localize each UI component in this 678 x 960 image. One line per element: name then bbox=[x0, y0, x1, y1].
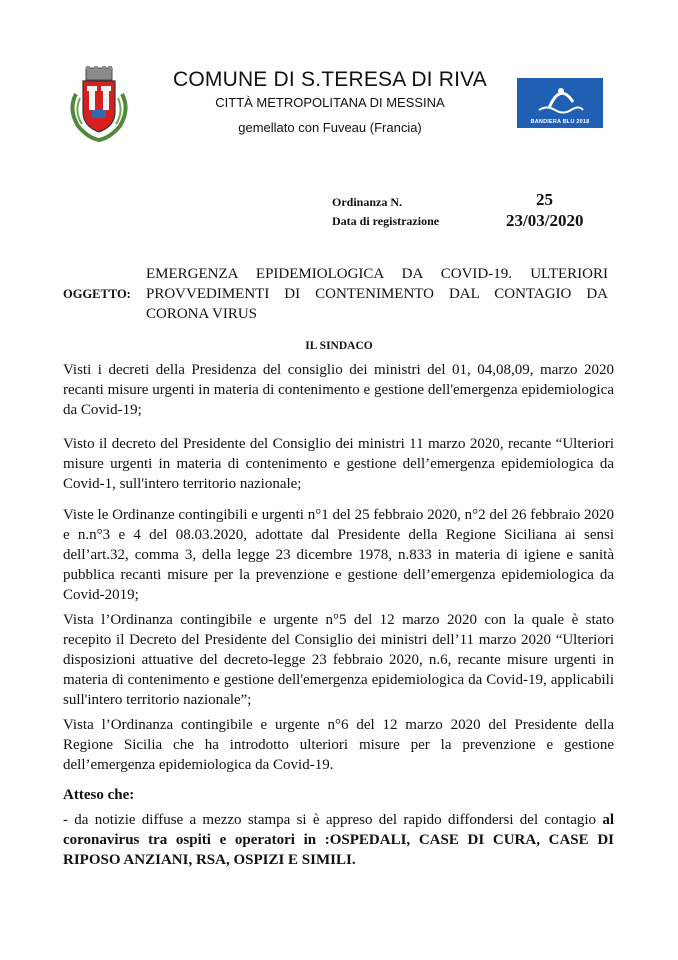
atteso-heading: Atteso che: bbox=[63, 787, 135, 803]
recital-paragraph: Viste le Ordinanze contingibili e urgenti n°1 del 25 febbraio 2020, n°2 del 26 febbraio 2020 e n.n°3 e 4 del 08.03.2020, adottate dal Presidente della Regione Siciliana ai sensi dell’art.32, comma 3, della legge 23 dicembre 1978, n.833 in materia di igiene e sanità pubblica recanti misure per la prevenzione e gestione dell’emergenza epidemiologica da Covid-2019; bbox=[63, 507, 614, 603]
blue-flag-icon bbox=[517, 78, 603, 118]
atteso-text-plain: - da notizie diffuse a mezzo stampa si è appreso del rapido diffondersi del contagio bbox=[63, 812, 603, 828]
recital-paragraph: Visto il decreto del Presidente del Consiglio dei ministri 11 marzo 2020, recante “Ulteriori misure urgenti in materia di contenimento e gestione dell’emergenza epidemiologica da Covid-1, sull'intero territorio nazionale; bbox=[63, 436, 614, 492]
registration-date: 23/03/2020 bbox=[506, 211, 584, 230]
blue-flag-caption: BANDIERA BLU 2018 bbox=[530, 119, 590, 125]
ordinance-number-label: Ordinanza N. bbox=[332, 195, 403, 209]
twinning-note: gemellato con Fuveau (Francia) bbox=[238, 120, 422, 135]
subject-text: EMERGENZA EPIDEMIOLOGICA DA COVID-19. ULTERIORI PROVVEDIMENTI DI CONTENIMENTO DAL CONTAGIO DA CORONA VIRUS bbox=[146, 266, 608, 322]
atteso-text-bold: al coronavirus tra ospiti e operatori in :OSPEDALI, CASE DI CURA, CASE DI RIPOSO ANZIANI, RSA, OSPIZI E SIMILI. bbox=[63, 812, 614, 868]
recital-paragraph: Vista l’Ordinanza contingibile e urgente n°6 del 12 marzo 2020 del Presidente della Regione Sicilia che ha introdotto ulteriori misure per la prevenzione e gestione dell’emergenza epidemiologica da Covid-19. bbox=[63, 717, 614, 773]
recital-paragraph: Visti i decreti della Presidenza del consiglio dei ministri del 01, 04,08,09, marzo 2020 recanti misure urgenti in materia di contenimento e gestione dell'emergenza epidemiologica da Covid-19; bbox=[63, 362, 614, 418]
issuer-heading: IL SINDACO bbox=[305, 340, 373, 352]
blue-flag-logo bbox=[517, 78, 603, 128]
registration-date-label: Data di registrazione bbox=[332, 214, 440, 228]
ordinance-number: 25 bbox=[536, 190, 553, 209]
metropolitan-city: CITTÀ METROPOLITANA DI MESSINA bbox=[215, 95, 445, 110]
atteso-paragraph bbox=[63, 810, 614, 870]
subject-label: OGGETTO: bbox=[63, 287, 131, 301]
municipal-crest-icon bbox=[66, 64, 132, 142]
municipality-title: COMUNE DI S.TERESA DI RIVA bbox=[172, 68, 488, 91]
recital-paragraph: Vista l’Ordinanza contingibile e urgente n°5 del 12 marzo 2020 con la quale è stato recepito il Decreto del Presidente del Consiglio dei ministri dell’11 marzo 2020 “Ulteriori disposizioni attuative del decreto-legge 23 febbraio 2020, n.6, recante misure urgenti in materia di contenimento e gestione dell'emergenza epidemiologica da Covid-19, applicabili sull'intero territorio nazionale”; bbox=[63, 612, 614, 708]
